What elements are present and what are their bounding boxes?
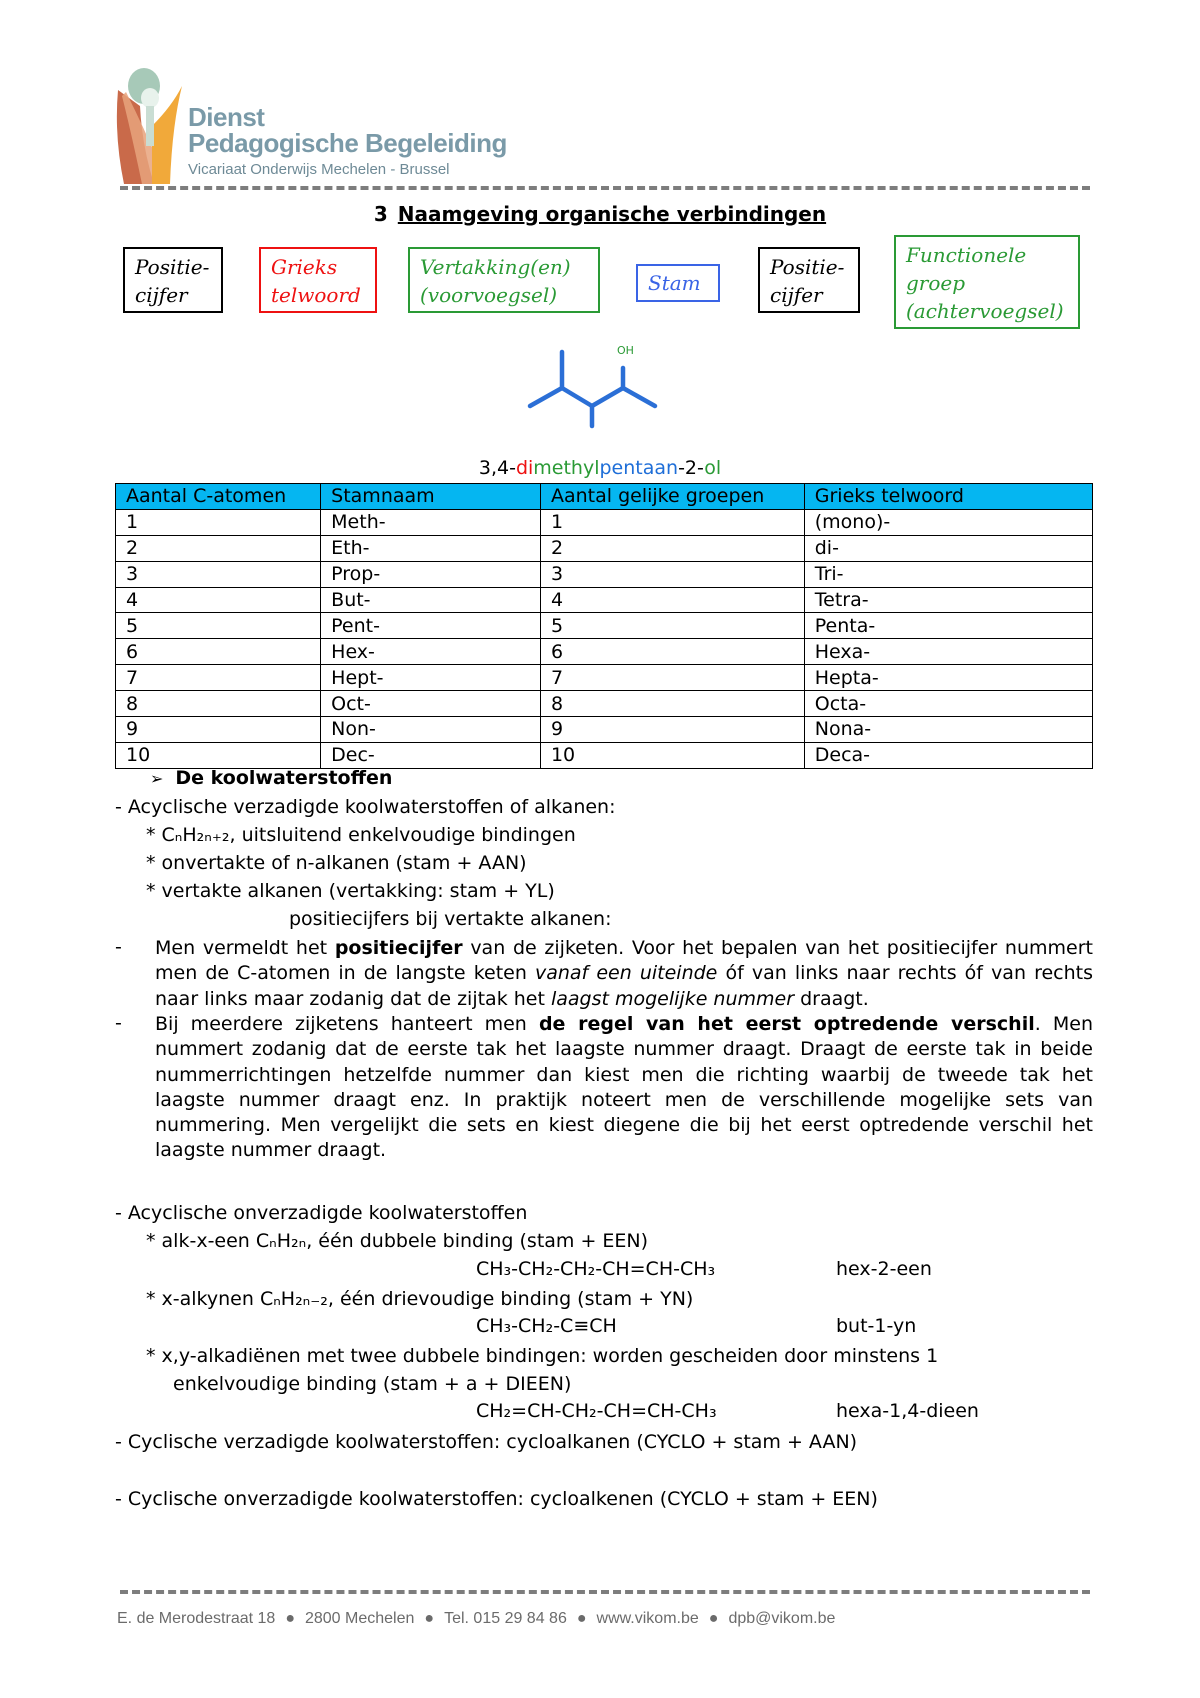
- table-cell: 6: [540, 639, 804, 665]
- text-italic: vanaf een uiteinde: [534, 962, 718, 985]
- cyclo-unsaturated: - Cyclische onverzadigde koolwaterstoffen: cycloalkenen (CYCLO + stam + EEN): [115, 1488, 878, 1510]
- table-cell: 2: [116, 535, 321, 561]
- alkyne-formula: CH₃-CH₂-C≡CH: [476, 1315, 617, 1337]
- logo-emblem-icon: [117, 68, 182, 184]
- alkyne-name: but-1-yn: [836, 1315, 917, 1337]
- text-bold: de regel van het eerst optredende verschil: [538, 1013, 1035, 1035]
- table-row: [116, 613, 1093, 639]
- molecule-diagram: [525, 340, 675, 430]
- acyclic-unsaturated: - Acyclische onverzadigde koolwaterstoffen: [115, 1202, 528, 1224]
- table-cell: Deca-: [804, 742, 1092, 768]
- footer-email[interactable]: dpb@vikom.be: [728, 1610, 836, 1627]
- bullet-dot-icon: ●: [285, 1610, 295, 1627]
- dash: -: [115, 1012, 122, 1034]
- table-cell: Octa-: [804, 691, 1092, 717]
- box-vertakking: [408, 247, 600, 313]
- table-cell: 10: [540, 742, 804, 768]
- acyclic-saturated: - Acyclische verzadigde koolwaterstoffen of alkanen:: [115, 796, 616, 818]
- text: Men vermeldt het: [155, 937, 335, 959]
- paragraph-eerst-optredend-verschil: [155, 1012, 1093, 1164]
- caption-stam: pentaan: [599, 457, 679, 479]
- table-cell: 3: [540, 561, 804, 587]
- logo-line2: Pedagogische Begeleiding: [188, 128, 507, 158]
- text-italic: laagst mogelijke nummer: [550, 987, 795, 1010]
- table-cell: 8: [540, 691, 804, 717]
- alkene-item: * alk-x-een CₙH₂ₙ, één dubbele binding (stam + EEN): [146, 1230, 649, 1252]
- caption-vertakking: methyl: [533, 457, 600, 479]
- table-cell: 5: [540, 613, 804, 639]
- footer-rule: [120, 1590, 1090, 1594]
- diene-item-line2: enkelvoudige binding (stam + a + DIEEN): [173, 1373, 572, 1395]
- col-header: Grieks telwoord: [804, 484, 1092, 510]
- table-cell: Dec-: [321, 742, 541, 768]
- table-cell: 7: [116, 665, 321, 691]
- logo-line1: Dienst: [188, 102, 265, 132]
- diene-name: hexa-1,4-dieen: [836, 1400, 979, 1422]
- box-label: Positie- cijfer: [135, 255, 210, 307]
- caption-positie: -2-: [678, 457, 705, 479]
- table-cell: 1: [540, 509, 804, 535]
- table-row: [116, 639, 1093, 665]
- caption-functionele-groep: ol: [704, 457, 722, 479]
- table-cell: Pent-: [321, 613, 541, 639]
- title-number: 3: [373, 202, 388, 226]
- caption-grieks: di: [515, 457, 534, 479]
- naming-table: [115, 483, 1093, 769]
- box-label: Grieks telwoord: [271, 255, 361, 307]
- table-row: [116, 587, 1093, 613]
- oh-label: OH: [617, 344, 634, 357]
- footer-city: 2800 Mechelen: [304, 1610, 415, 1627]
- col-header: Aantal gelijke groepen: [540, 484, 804, 510]
- logo-text: [188, 104, 507, 177]
- table-row: [116, 665, 1093, 691]
- page-title: [0, 202, 1200, 226]
- table-cell: di-: [804, 535, 1092, 561]
- bullet-dot-icon: ●: [708, 1610, 719, 1627]
- title-text: Naamgeving organische verbindingen: [397, 202, 827, 226]
- col-header: Aantal C-atomen: [116, 484, 321, 510]
- table-cell: Hept-: [321, 665, 541, 691]
- footer-web[interactable]: www.vikom.be: [596, 1610, 699, 1627]
- box-label: Stam: [648, 271, 701, 295]
- table-cell: Hepta-: [804, 665, 1092, 691]
- box-label: Vertakking(en) (voorvoegsel): [420, 255, 571, 307]
- text: . Men nummert zodanig dat de eerste tak het laagste nummer draagt. Draagt de eerste tak in beide nummerrichtingen hetzelfde nummer dan kiest men die richting waarbij de tweede tak het laagste nummer draagt enz. In praktijk noteert men de verschillende mogelijke sets van nummering. Men vergelijkt die sets en kiest diegene die bij het eerst optredende verschil het laagste nummer draagt.: [155, 1013, 1093, 1162]
- text: van de zijketen. Voor het bepalen van het positiecijfer nummert men de C-atomen in de langste keten: [155, 937, 1093, 985]
- table-cell: 4: [540, 587, 804, 613]
- table-cell: Meth-: [321, 509, 541, 535]
- table-header-row: [116, 484, 1093, 510]
- diene-item-line1: * x,y-alkadiënen met twee dubbele bindingen: worden gescheiden door minstens 1: [146, 1345, 939, 1367]
- table-cell: (mono)-: [804, 509, 1092, 535]
- table-cell: Hex-: [321, 639, 541, 665]
- table-cell: 6: [116, 639, 321, 665]
- footer-tel: Tel. 015 29 84 86: [444, 1610, 567, 1627]
- table-cell: 10: [116, 742, 321, 768]
- molecule-caption: [0, 457, 1200, 479]
- table-cell: But-: [321, 587, 541, 613]
- table-cell: 3: [116, 561, 321, 587]
- alkane-item-2: * onvertakte of n-alkanen (stam + AAN): [146, 852, 527, 874]
- table-cell: Penta-: [804, 613, 1092, 639]
- table-cell: 7: [540, 665, 804, 691]
- alkyne-item: * x-alkynen CₙH₂ₙ₋₂, één drievoudige binding (stam + YN): [146, 1288, 694, 1310]
- table-cell: Tetra-: [804, 587, 1092, 613]
- table-row: [116, 717, 1093, 743]
- table-cell: Eth-: [321, 535, 541, 561]
- table-cell: Non-: [321, 717, 541, 743]
- text: Bij meerdere zijketens hanteert men: [155, 1013, 539, 1035]
- box-functionele-groep: [894, 235, 1080, 329]
- table-cell: 1: [116, 509, 321, 535]
- footer: [117, 1610, 835, 1628]
- table-cell: Hexa-: [804, 639, 1092, 665]
- table-row: [116, 535, 1093, 561]
- table-cell: 8: [116, 691, 321, 717]
- table-cell: Tri-: [804, 561, 1092, 587]
- box-stam: [636, 264, 720, 302]
- bullet-dot-icon: ●: [576, 1610, 587, 1627]
- table-cell: 2: [540, 535, 804, 561]
- table-row: [116, 561, 1093, 587]
- box-positiecijfer-1: [123, 247, 223, 313]
- diene-formula: CH₂=CH-CH₂-CH=CH-CH₃: [476, 1400, 717, 1422]
- logo-line3: Vicariaat Onderwijs Mechelen - Brussel: [188, 161, 450, 178]
- caption-positions: 3,4-: [478, 457, 516, 479]
- table-cell: 9: [116, 717, 321, 743]
- paragraph-positiecijfer: [155, 936, 1093, 1012]
- cyclo-saturated: - Cyclische verzadigde koolwaterstoffen: cycloalkanen (CYCLO + stam + AAN): [115, 1431, 858, 1453]
- box-label: Functionele groep (achtervoegsel): [906, 243, 1064, 323]
- col-header: Stamnaam: [321, 484, 541, 510]
- table-row: [116, 691, 1093, 717]
- box-label: Positie- cijfer: [770, 255, 845, 307]
- table-cell: Oct-: [321, 691, 541, 717]
- text: draagt.: [794, 987, 869, 1010]
- bullet-arrow-icon: ➢: [150, 769, 164, 788]
- alkane-item-3-sub: positiecijfers bij vertakte alkanen:: [289, 908, 612, 930]
- section-heading-text: De koolwaterstoffen: [175, 767, 393, 789]
- bullet-dot-icon: ●: [424, 1610, 435, 1627]
- box-grieks-telwoord: [259, 247, 377, 313]
- table-cell: 5: [116, 613, 321, 639]
- alkane-item-1: * CₙH₂ₙ₊₂, uitsluitend enkelvoudige bindingen: [146, 824, 576, 846]
- box-positiecijfer-2: [758, 247, 860, 313]
- table-cell: Nona-: [804, 717, 1092, 743]
- table-cell: 4: [116, 587, 321, 613]
- footer-address: E. de Merodestraat 18: [117, 1610, 276, 1627]
- text-bold: positiecijfer: [334, 937, 463, 959]
- alkane-item-3: * vertakte alkanen (vertakking: stam + YL): [146, 880, 555, 902]
- section-heading: [150, 765, 392, 792]
- text: óf van links naar rechts óf van rechts naar links maar zodanig dat de zijtak het: [155, 962, 1093, 1010]
- header-rule: [120, 186, 1090, 190]
- table-cell: 9: [540, 717, 804, 743]
- alkene-formula: CH₃-CH₂-CH₂-CH=CH-CH₃: [476, 1258, 716, 1280]
- alkene-name: hex-2-een: [836, 1258, 932, 1280]
- table-row: [116, 509, 1093, 535]
- table-cell: Prop-: [321, 561, 541, 587]
- dash: -: [115, 936, 122, 958]
